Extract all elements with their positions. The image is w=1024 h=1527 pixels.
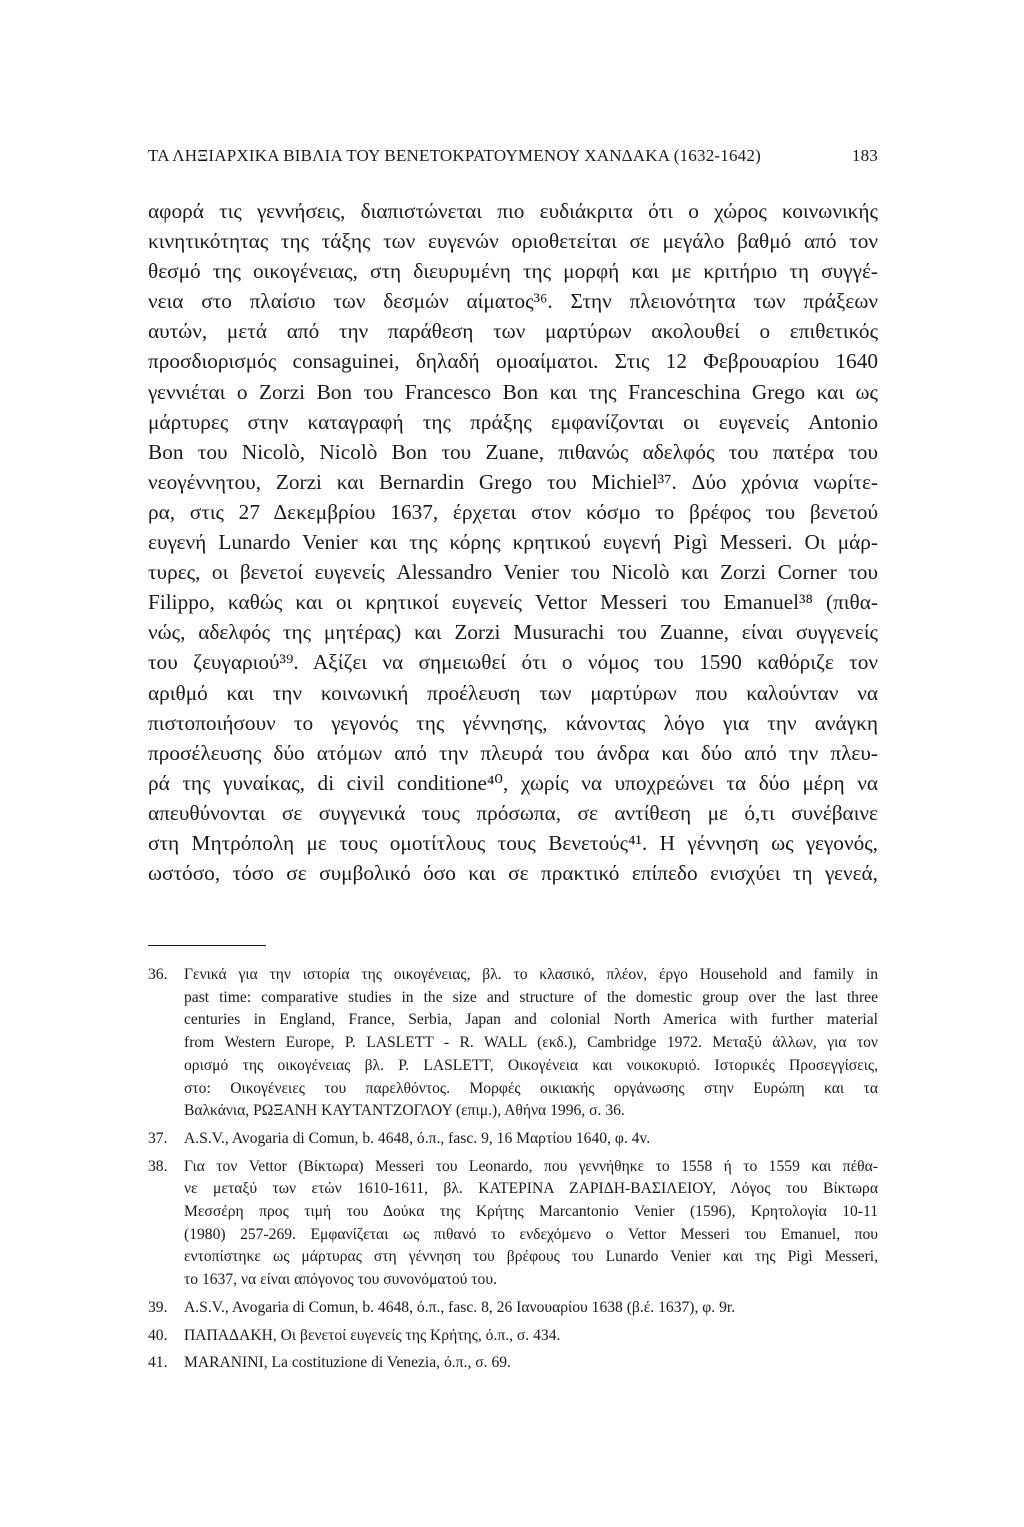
footnote-40 [148,1325,878,1348]
body-line: γεννιέται ο Zorzi Bon του Francesco Bon και της Franceschina Grego και ως [148,379,878,404]
footnotes [148,964,878,1380]
body-line: ωστόσο, τόσο σε συμβολικό όσο και σε πρακτικό επίπεδο ενισχύει τη γενεά, [148,861,878,886]
footnote-line: Βαλκάνια, ΡΩΞΑΝΗ ΚΑΥΤΑΝΤΖΟΓΛΟΥ (επιμ.), Αθήνα 1996, σ. 36. [184,1102,625,1120]
footnote-number: 36. [148,966,168,983]
footnote-line: στο: Οικογένειες του παρελθόντος. Μορφές οικιακής οργάνωσης στην Ευρώπη και τα [184,1079,878,1097]
footnote-separator [148,945,266,946]
footnote-number: 37. [148,1129,168,1147]
footnote-41 [148,1352,878,1375]
footnote-number: 41. [148,1354,168,1372]
footnote-line: A.S.V., Avogaria di Comun, b. 4648, ό.π., fasc. 9, 16 Μαρτίου 1640, φ. 4v. [184,1129,651,1147]
footnote-line: ορισμό της οικογένειας βλ. P. LASLETT, Οικογένεια και νοικοκυριό. Ιστορικές Προσεγγίσεις, [184,1056,878,1074]
body-line: αυτών, μετά από την παράθεση των μαρτύρων ακολουθεί ο επιθετικός [148,319,878,344]
footnote-line: Μεσσέρη προς τιμή του Δούκα της Κρήτης Marcantonio Venier (1596), Κρητολογία 10-11 [184,1203,878,1221]
page-number: 183 [851,146,878,165]
footnote-36 [148,964,878,1123]
footnote-line: το 1637, να είναι απόγονος του συνονόματού του. [184,1271,497,1289]
footnote-line: centuries in England, France, Serbia, Japan and colonial North America with further material [184,1011,878,1029]
body-line: στη Μητρόπολη με τους ομοτίτλους τους Βενετούς⁴¹. Η γέννηση ως γεγονός, [148,830,878,855]
footnote-line: εντοπίστηκε ως μάρτυρας στη γέννηση του βρέφους του Lunardo Venier και της Pigì Messeri, [184,1248,878,1266]
body-line: προσέλευσης δύο ατόμων από την πλευρά του άνδρα και δύο από την πλευ- [148,740,878,765]
footnote-number: 39. [148,1298,168,1316]
body-line: πιστοποιήσουν το γεγονός της γέννησης, κάνοντας λόγο για την ανάγκη [148,710,878,735]
footnote-line: νε μεταξύ των ετών 1610-1611, βλ. ΚΑΤΕΡΙΝΑ ΖΑΡΙΔΗ-ΒΑΣΙΛΕΙΟΥ, Λόγος του Βίκτωρα [184,1180,878,1198]
body-line: του ζευγαριού³⁹. Αξίζει να σημειωθεί ότι ο νόμος του 1590 καθόριζε τον [148,650,878,675]
footnote-number: 40. [148,1326,168,1344]
body-line: νεια στο πλαίσιο των δεσμών αίματος³⁶. Στην πλειονότητα των πράξεων [148,289,878,314]
body-line: νεογέννητου, Zorzi και Bernardin Grego του Michiel³⁷. Δύο χρόνια νωρίτε- [148,469,878,494]
body-line: αφορά τις γεννήσεις, διαπιστώνεται πιο ευδιάκριτα ότι ο χώρος κοινωνικής [148,199,878,223]
footnote-line: ΠΑΠΑΔΑΚΗ, Οι βενετοί ευγενείς της Κρήτης, ό.π., σ. 434. [184,1326,561,1344]
body-line: ρα, στις 27 Δεκεμβρίου 1637, έρχεται στον κόσμο το βρέφος του βενετού [148,499,878,524]
body-line: θεσμό της οικογένειας, στη διευρυμένη της μορφή και με κριτήριο τη συγγέ- [148,259,878,284]
body-line: απευθύνονται σε συγγενικά τους πρόσωπα, σε αντίθεση με ό,τι συνέβαινε [148,800,878,825]
footnote-line: MARANINI, La costituzione di Venezia, ό.π., σ. 69. [184,1354,511,1372]
body-line: Bon του Nicolò, Nicolò Bon του Zuane, πιθανώς αδελφός του πατέρα του [148,439,878,464]
body-line: τυρες, οι βενετοί ευγενείς Alessandro Venier του Nicolò και Zorzi Corner του [148,560,878,585]
running-header [148,146,878,166]
footnote-39 [148,1297,878,1320]
body-line: αριθμό και την κοινωνική προέλευση των μαρτύρων που καλούνταν να [148,680,878,705]
footnote-line: Για τον Vettor (Βίκτωρα) Messeri του Leonardo, που γεννήθηκε το 1558 ή το 1559 και πέθα- [184,1157,878,1175]
body-line: κινητικότητας της τάξης των ευγενών οριοθετείται σε μεγάλο βαθμό από τον [148,229,878,254]
body-line: Filippo, καθώς και οι κρητικοί ευγενείς Vettor Messeri του Emanuel³⁸ (πιθα- [148,590,878,615]
footnote-37 [148,1128,878,1151]
body-line: ρά της γυναίκας, di civil conditione⁴⁰, χωρίς να υποχρεώνει τα δύο μέρη να [148,770,878,795]
footnote-line: past time: comparative studies in the size and structure of the domestic group over the last three [184,988,878,1006]
footnote-line: A.S.V., Avogaria di Comun, b. 4648, ό.π., fasc. 8, 26 Ιανουαρίου 1638 (β.έ. 1637), φ. 9r. [184,1298,736,1316]
footnote-line: (1980) 257-269. Εμφανίζεται ως πιθανό το ενδεχόμενο ο Vettor Messeri του Emanuel, που [184,1225,878,1243]
footnote-line: from Western Europe, P. LASLETT - R. WALL (εκδ.), Cambridge 1972. Μεταξύ άλλων, για τον [184,1034,878,1052]
main-text [148,196,878,888]
body-line: νώς, αδελφός της μητέρας) και Zorzi Musurachi του Zuanne, είναι συγγενείς [148,620,878,645]
running-header-title: ΤΑ ΛΗΞΙΑΡΧΙΚΑ ΒΙΒΛΙΑ ΤΟΥ ΒΕΝΕΤΟΚΡΑΤΟΥΜΕΝΟΥ ΧΑΝΔΑΚΑ (1632-1642) [148,146,761,165]
body-line: προσδιορισμός consaguinei, δηλαδή ομοαίματοι. Στις 12 Φεβρουαρίου 1640 [148,349,878,374]
footnote-line: Γενικά για την ιστορία της οικογένειας, βλ. το κλασικό, πλέον, έργο Household and family in [184,966,878,983]
body-line: ευγενή Lunardo Venier και της κόρης κρητικού ευγενή Pigì Messeri. Οι μάρ- [148,530,878,555]
footnote-38 [148,1156,878,1292]
footnote-number: 38. [148,1157,168,1175]
body-line: μάρτυρες στην καταγραφή της πράξης εμφανίζονται οι ευγενείς Antonio [148,409,878,434]
